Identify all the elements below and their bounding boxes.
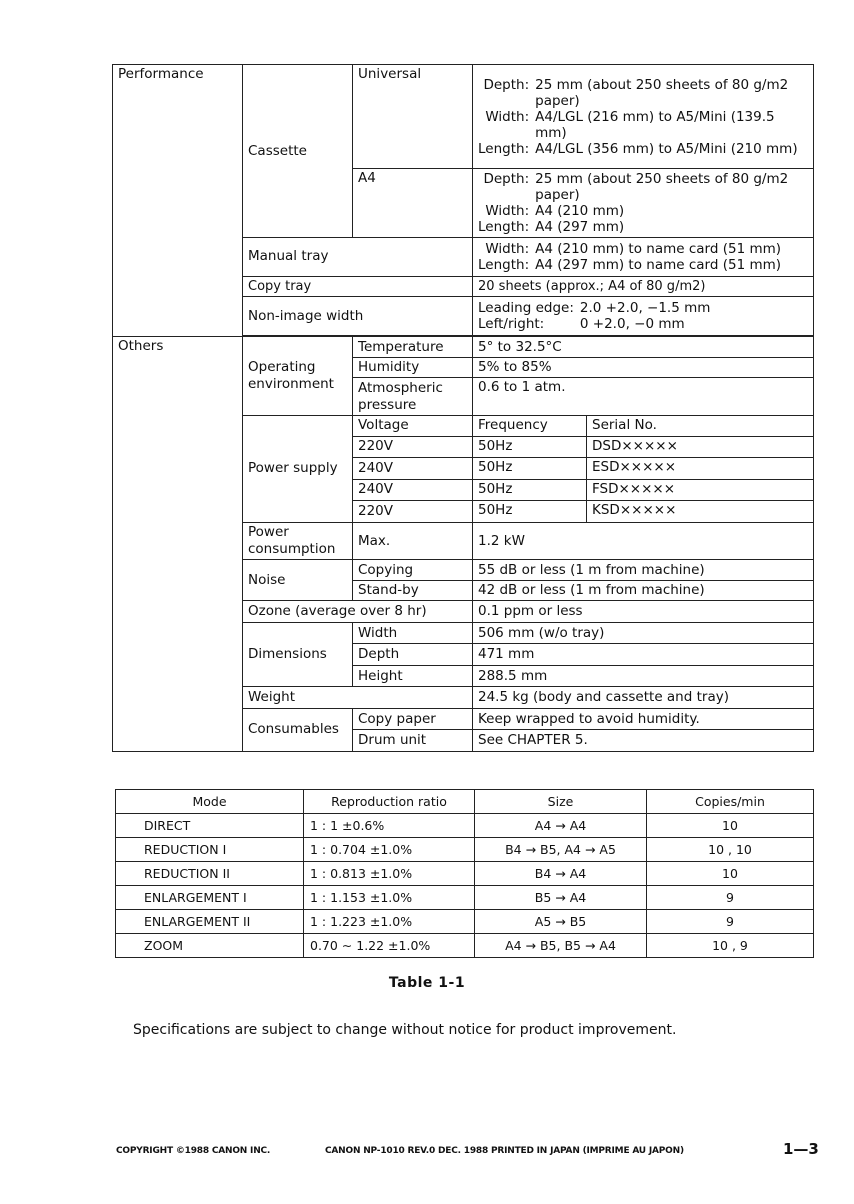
manual-tray-width: A4 (210 mm) to name card (51 mm) — [535, 240, 782, 257]
manual-tray-length: A4 (297 mm) to name card (51 mm) — [535, 256, 782, 273]
copy-tray-label: Copy tray — [243, 276, 473, 296]
frequency-value: 50Hz — [478, 437, 513, 454]
a4-length: A4 (297 mm) — [535, 219, 625, 236]
serial-value: FSD××××× — [587, 480, 814, 501]
serial-header: Serial No. — [587, 416, 814, 435]
power-consumption-label: Power consumption — [243, 522, 353, 560]
copies-cell: 9 — [647, 910, 814, 934]
frequency-value: 50Hz — [478, 480, 513, 497]
table-row — [116, 838, 814, 862]
size-cell: A4 → A4 — [475, 814, 647, 838]
page-number: 1—3 — [783, 1140, 819, 1158]
serial-value: DSD××××× — [587, 437, 814, 458]
copies-cell: 10 — [647, 862, 814, 886]
size-cell: B4 → A4 — [475, 862, 647, 886]
dimension-depth-value: 471 mm — [473, 644, 814, 666]
cassette-label: Cassette — [243, 65, 353, 238]
dimensions-label: Dimensions — [243, 622, 353, 687]
table-row — [116, 886, 814, 910]
universal-spec — [473, 65, 814, 169]
width-label: Width: — [485, 108, 530, 125]
mode-cell: DIRECT — [116, 814, 304, 838]
a4-depth: 25 mm (about 250 sheets of 80 g/m2 paper) — [535, 171, 789, 204]
mode-cell: REDUCTION II — [116, 862, 304, 886]
size-cell: A4 → B5, B5 → A4 — [475, 934, 647, 958]
others-label: Others — [113, 337, 243, 752]
length-label: Length: — [478, 219, 530, 236]
a4-width: A4 (210 mm) — [535, 203, 625, 220]
voltage-value: 220V — [353, 436, 473, 458]
universal-length: A4/LGL (356 mm) to A5/Mini (210 mm) — [535, 140, 798, 157]
size-cell: A5 → B5 — [475, 910, 647, 934]
operating-environment-label: Operating environment — [243, 337, 353, 416]
ratio-cell: 1 : 1.153 ±1.0% — [304, 886, 475, 910]
atmospheric-pressure-value: 0.6 to 1 atm. — [473, 378, 814, 416]
voltage-value: 240V — [353, 458, 473, 480]
width-label: Width: — [485, 240, 530, 257]
copies-cell: 10 — [647, 814, 814, 838]
mode-cell: ENLARGEMENT II — [116, 910, 304, 934]
depth-label: Depth: — [483, 171, 530, 188]
left-right-label: Left/right: — [478, 316, 545, 333]
voltage-value: 220V — [353, 501, 473, 523]
ratio-cell: 1 : 0.704 ±1.0% — [304, 838, 475, 862]
universal-depth: 25 mm (about 250 sheets of 80 g/m2 paper) — [535, 76, 789, 109]
performance-label: Performance — [113, 65, 243, 337]
frequency-serial-header — [473, 416, 814, 436]
dimension-height-value: 288.5 mm — [473, 665, 814, 687]
copy-paper-label: Copy paper — [353, 708, 473, 730]
standby-value: 42 dB or less (1 m from machine) — [473, 580, 814, 600]
copies-cell: 9 — [647, 886, 814, 910]
copies-header: Copies/min — [647, 790, 814, 814]
weight-value: 24.5 kg (body and cassette and tray) — [473, 687, 814, 709]
ratio-cell: 1 : 1.223 ±1.0% — [304, 910, 475, 934]
specifications-table — [112, 64, 814, 752]
edition-footer: CANON NP-1010 REV.0 DEC. 1988 PRINTED IN JAPAN (IMPRIME AU JAPON) — [325, 1146, 684, 1156]
temperature-label: Temperature — [353, 337, 473, 357]
leading-edge-label: Leading edge: — [478, 300, 574, 317]
consumables-label: Consumables — [243, 708, 353, 751]
power-row — [473, 458, 814, 480]
left-right-value: 0 +2.0, −0 mm — [579, 316, 685, 333]
voltage-value: 240V — [353, 479, 473, 501]
specification-note: Specifications are subject to change without notice for product improvement. — [133, 1022, 677, 1038]
mode-header: Mode — [116, 790, 304, 814]
standby-label: Stand-by — [353, 580, 473, 600]
size-cell: B5 → A4 — [475, 886, 647, 910]
humidity-value: 5% to 85% — [473, 357, 814, 377]
table-row — [116, 814, 814, 838]
non-image-width-label: Non-image width — [243, 297, 473, 336]
power-row — [473, 436, 814, 458]
temperature-value: 5° to 32.5°C — [473, 337, 814, 357]
copy-paper-value: Keep wrapped to avoid humidity. — [473, 708, 814, 730]
mode-cell: REDUCTION I — [116, 838, 304, 862]
drum-unit-value: See CHAPTER 5. — [473, 730, 814, 752]
copy-tray-value: 20 sheets (approx.; A4 of 80 g/m2) — [473, 276, 814, 296]
ratio-cell: 0.70 ∼ 1.22 ±1.0% — [304, 934, 475, 958]
ozone-label: Ozone (average over 8 hr) — [243, 601, 473, 623]
leading-edge-value: 2.0 +2.0, −1.5 mm — [579, 300, 711, 317]
universal-label: Universal — [353, 65, 473, 169]
dimension-width-value: 506 mm (w/o tray) — [473, 622, 814, 644]
dimension-depth-label: Depth — [353, 644, 473, 666]
dimension-height-label: Height — [353, 665, 473, 687]
ratio-cell: 1 : 1 ±0.6% — [304, 814, 475, 838]
drum-unit-label: Drum unit — [353, 730, 473, 752]
mode-cell: ENLARGEMENT I — [116, 886, 304, 910]
serial-value: ESD××××× — [587, 458, 814, 479]
ratio-cell: 1 : 0.813 ±1.0% — [304, 862, 475, 886]
power-row — [473, 501, 814, 523]
noise-label: Noise — [243, 560, 353, 601]
max-value: 1.2 kW — [473, 522, 814, 560]
copies-cell: 10 , 10 — [647, 838, 814, 862]
power-row — [473, 479, 814, 501]
frequency-value: 50Hz — [478, 459, 513, 476]
depth-label: Depth: — [483, 76, 530, 93]
max-label: Max. — [353, 522, 473, 560]
humidity-label: Humidity — [353, 357, 473, 377]
table-row — [116, 910, 814, 934]
a4-label: A4 — [353, 169, 473, 238]
ozone-value: 0.1 ppm or less — [473, 601, 814, 623]
atmospheric-pressure-label: Atmospheric pressure — [353, 378, 473, 416]
ratio-header: Reproduction ratio — [304, 790, 475, 814]
copying-label: Copying — [353, 560, 473, 580]
dimension-width-label: Width — [353, 622, 473, 644]
size-header: Size — [475, 790, 647, 814]
power-supply-label: Power supply — [243, 416, 353, 522]
manual-tray-spec — [473, 238, 814, 277]
non-image-width-spec — [473, 297, 814, 336]
serial-value: KSD××××× — [587, 501, 814, 522]
copying-value: 55 dB or less (1 m from machine) — [473, 560, 814, 580]
width-label: Width: — [485, 203, 530, 220]
voltage-header: Voltage — [353, 416, 473, 436]
size-cell: B4 → B5, A4 → A5 — [475, 838, 647, 862]
universal-width: A4/LGL (216 mm) to A5/Mini (139.5 mm) — [535, 108, 775, 141]
copyright-footer: COPYRIGHT ©1988 CANON INC. — [116, 1146, 271, 1156]
table-caption: Table 1-1 — [388, 975, 466, 991]
table-row — [116, 934, 814, 958]
mode-cell: ZOOM — [116, 934, 304, 958]
length-label: Length: — [478, 140, 530, 157]
weight-label: Weight — [243, 687, 473, 709]
frequency-header: Frequency — [478, 416, 548, 433]
length-label: Length: — [478, 256, 530, 273]
table-row — [116, 862, 814, 886]
frequency-value: 50Hz — [478, 502, 513, 519]
a4-spec — [473, 169, 814, 238]
manual-tray-label: Manual tray — [243, 238, 473, 277]
copy-modes-table — [115, 789, 814, 958]
copies-cell: 10 , 9 — [647, 934, 814, 958]
